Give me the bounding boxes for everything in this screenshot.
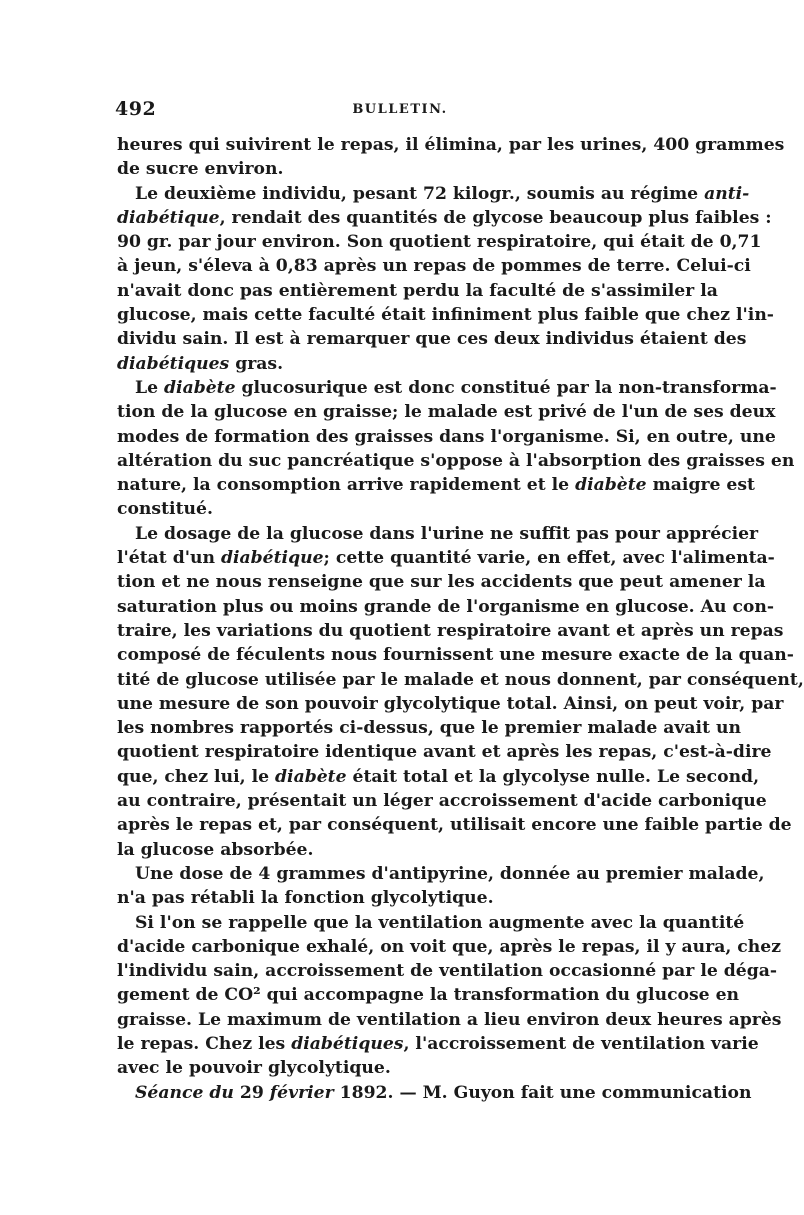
text-segment: à jeun, s'éleva à 0,83 après un repas de pommes de terre. Celui-ci (117, 256, 751, 277)
text-line (117, 425, 776, 449)
text-line (117, 570, 766, 594)
text-segment: de sucre environ. (117, 159, 284, 180)
italic-text: diabète (575, 475, 647, 496)
paragraph (117, 522, 804, 862)
text-segment: , rendait des quantités de glycose beaucoup plus faibles : (219, 207, 772, 228)
text-segment: Une dose de 4 grammes d'antipyrine, donnée au premier malade, (135, 863, 765, 884)
text-segment: 1892. — M. Guyon fait une communication (333, 1082, 752, 1103)
text-line (117, 1056, 683, 1080)
text-segment: Si l'on se rappelle que la ventilation augmente avec la quantité (135, 912, 745, 933)
text-segment: était total et la glycolyse nulle. Le second, (346, 766, 760, 787)
text-line (117, 595, 775, 619)
text-line (117, 740, 772, 764)
text-segment: Le deuxième individu, pesant 72 kilogr., soumis au régime (135, 183, 705, 204)
body-text (117, 133, 804, 1105)
paragraph (117, 376, 795, 522)
text-line (117, 813, 792, 837)
text-line (117, 1081, 752, 1105)
text-line (117, 668, 804, 692)
text-line (117, 352, 683, 376)
text-segment: n'a pas rétabli la fonction glycolytique. (117, 888, 494, 909)
text-segment: gras. (229, 353, 284, 374)
text-line (117, 230, 762, 254)
page-number: 492 (115, 98, 157, 120)
text-segment: , l'accroissement de ventilation varie (403, 1033, 759, 1054)
text-segment: maigre est (646, 475, 755, 496)
text-line (117, 838, 683, 862)
text-segment: Le (135, 377, 165, 398)
italic-text: diabétique (117, 207, 220, 228)
text-segment: la glucose absorbée. (117, 839, 314, 860)
text-line (117, 206, 772, 230)
italic-text: anti- (704, 183, 750, 204)
text-line (117, 1008, 782, 1032)
text-segment: saturation plus ou moins grande de l'organisme en glucose. Au con- (117, 596, 775, 617)
text-segment: constitué. (117, 499, 213, 520)
text-line (117, 182, 750, 206)
text-segment: ; cette quantité varie, en effet, avec l'alimenta- (323, 548, 775, 569)
text-line (117, 619, 784, 643)
text-segment: gement de CO² qui accompagne la transformation du glucose en (117, 985, 740, 1006)
text-segment: tité de glucose utilisée par le malade et nous donnent, par conséquent, (117, 669, 804, 690)
text-line (117, 546, 775, 570)
text-segment: dividu sain. Il est à remarquer que ces deux individus étaient des (117, 329, 747, 350)
text-segment: l'état d'un (117, 548, 221, 569)
paragraph (117, 1081, 752, 1105)
paragraph (117, 133, 785, 182)
paragraph (117, 911, 782, 1081)
text-segment: 90 gr. par jour environ. Son quotient respiratoire, qui était de 0,71 (117, 232, 762, 253)
text-line (117, 400, 776, 424)
text-segment: Le dosage de la glucose dans l'urine ne suffit pas pour apprécier (135, 523, 759, 544)
text-line (117, 886, 683, 910)
italic-text: diabète (164, 377, 236, 398)
italic-text: février (269, 1082, 334, 1103)
text-segment: glucose, mais cette faculté était infiniment plus faible que chez l'in- (117, 305, 774, 326)
text-segment: que, chez lui, le (117, 766, 276, 787)
text-segment: 29 (233, 1082, 270, 1103)
text-segment: avec le pouvoir glycolytique. (117, 1058, 391, 1079)
text-line (117, 522, 759, 546)
paragraph (117, 862, 765, 911)
text-segment: une mesure de son pouvoir glycolytique total. Ainsi, on peut voir, par (117, 693, 784, 714)
text-line (117, 303, 774, 327)
text-segment: n'avait donc pas entièrement perdu la faculté de s'assimiler la (117, 280, 718, 301)
text-line (117, 327, 747, 351)
text-line (117, 789, 767, 813)
italic-text: diabétiques (117, 353, 230, 374)
text-segment: traire, les variations du quotient respiratoire avant et après un repas (117, 620, 784, 641)
text-line (117, 765, 760, 789)
text-segment: altération du suc pancréatique s'oppose à l'absorption des graisses en (117, 450, 795, 471)
italic-text: Séance du (135, 1082, 234, 1103)
text-line (117, 692, 784, 716)
text-line (117, 911, 745, 935)
text-segment: modes de formation des graisses dans l'organisme. Si, en outre, une (117, 426, 776, 447)
text-line (117, 497, 683, 521)
text-line (117, 449, 795, 473)
text-segment: les nombres rapportés ci-dessus, que le premier malade avait un (117, 718, 742, 739)
text-line (117, 133, 785, 157)
text-line (117, 959, 778, 983)
text-line (117, 376, 777, 400)
text-segment: graisse. Le maximum de ventilation a lieu environ deux heures après (117, 1009, 782, 1030)
text-line (117, 473, 755, 497)
text-segment: nature, la consomption arrive rapidement et le (117, 475, 576, 496)
text-segment: tion et ne nous renseigne que sur les accidents que peut amener la (117, 572, 766, 593)
text-line (117, 983, 740, 1007)
italic-text: diabète (275, 766, 347, 787)
text-line (117, 862, 765, 886)
text-line (117, 157, 683, 181)
text-line (117, 643, 794, 667)
text-segment: quotient respiratoire identique avant et après les repas, c'est-à-dire (117, 742, 772, 763)
text-line (117, 935, 781, 959)
paragraph (117, 182, 774, 376)
text-segment: d'acide carbonique exhalé, on voit que, après le repas, il y aura, chez (117, 936, 781, 957)
text-line (117, 1032, 759, 1056)
text-line (117, 716, 742, 740)
text-segment: après le repas et, par conséquent, utilisait encore une faible partie de (117, 815, 792, 836)
running-head: BULLETIN. (352, 102, 448, 117)
text-segment: composé de féculents nous fournissent une mesure exacte de la quan- (117, 645, 794, 666)
page-header (115, 98, 685, 124)
text-segment: glucosurique est donc constitué par la non-transforma- (235, 377, 777, 398)
italic-text: diabétiques (291, 1033, 404, 1054)
italic-text: diabétique (220, 548, 324, 569)
text-line (117, 254, 751, 278)
text-segment: le repas. Chez les (117, 1033, 292, 1054)
text-line (117, 279, 718, 303)
text-segment: tion de la glucose en graisse; le malade est privé de l'un de ses deux (117, 402, 776, 423)
text-segment: l'individu sain, accroissement de ventilation occasionné par le déga- (117, 961, 778, 982)
text-segment: heures qui suivirent le repas, il élimina, par les urines, 400 grammes (117, 135, 785, 155)
text-segment: au contraire, présentait un léger accroissement d'acide carbonique (117, 791, 767, 812)
